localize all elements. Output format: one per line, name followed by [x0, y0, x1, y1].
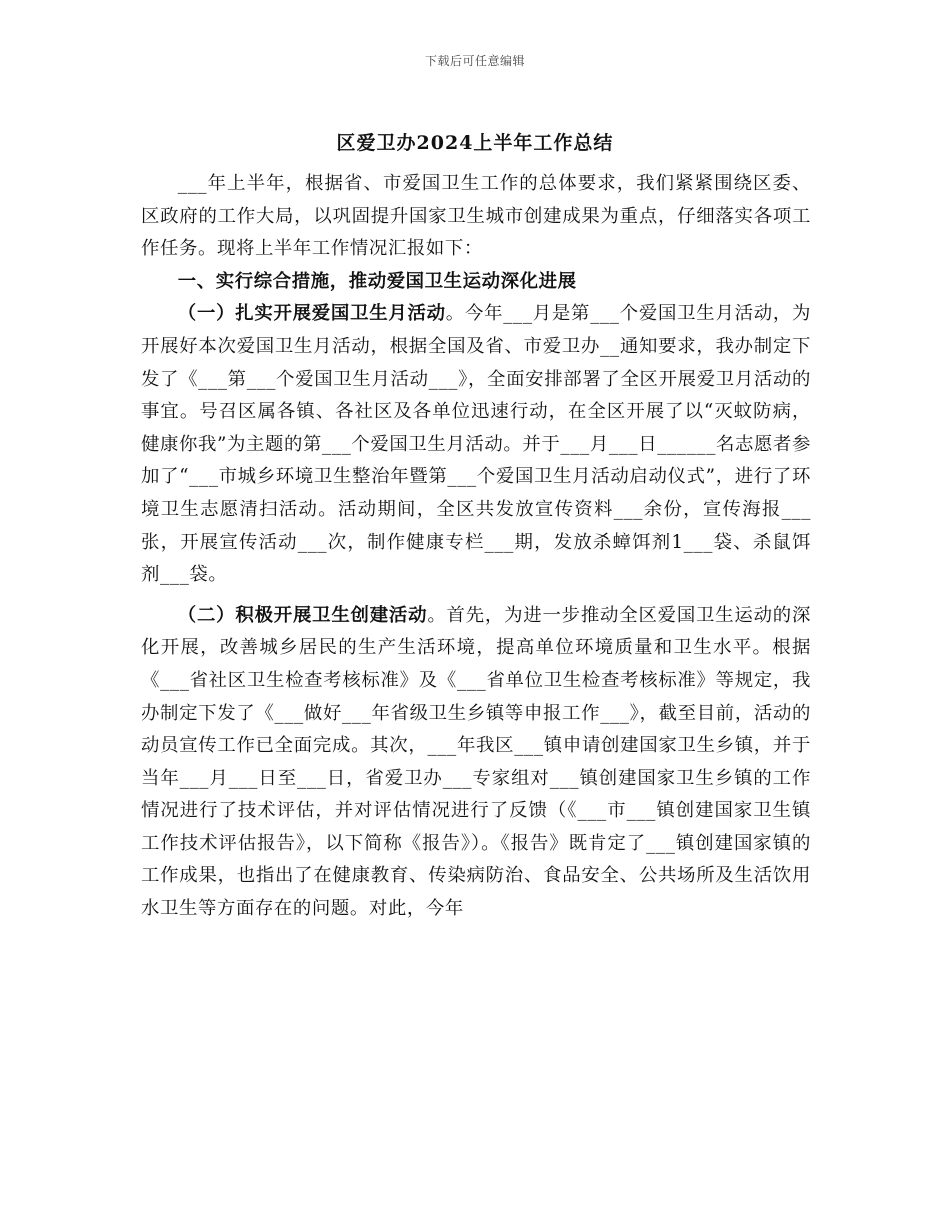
section-heading: 一、实行综合措施，推动爱国卫生运动深化进展 — [177, 270, 577, 292]
page-header-note: 下载后可任意编辑 — [424, 54, 525, 68]
document-title: 区爱卫办2024上半年工作总结 — [336, 132, 614, 154]
item2-text: 。首先，为进一步推动全区爱国卫生运动的深化开展，改善城乡居民的生产生活环境，提高单位环境质量和卫生水平。根据《___省社区卫生检查考核标准》及《___省单位卫生检查考核标准》等规定，我办制定下发了《___做好___年省级卫生乡镇等申报工作___》，截至目前，活动的动员宣传工作已全面完成。其次，___年我区___镇申请创建国家卫生乡镇，并于当年___月___日至___日，省爱卫办___专家组对___镇创建国家卫生乡镇的工作情况进行了技术评估，并对评估情况进行了反馈（《___市___镇创建国家卫生镇工作技术评估报告》，以下简称《报告》）。《报告》既肯定了___镇创建国家镇的工作成果，也指出了在健康教育、传染病防治、食品安全、公共场所及生活饮用水卫生等方面存在的问题。对此，今年 — [141, 604, 811, 920]
item1-paragraph — [141, 298, 811, 591]
item1-title: （一）扎实开展爱国卫生月活动 — [177, 303, 446, 325]
item1-text: 。今年___月是第___个爱国卫生月活动，为开展好本次爱国卫生月活动，根据全国及省、市爱卫办__通知要求，我办制定下发了《___第___个爱国卫生月活动___》，全面安排部署了全区开展爱卫月活动的事宜。号召区属各镇、各社区及各单位迅速行动，在全区开展了以“灭蚊防病，健康你我”为主题的第___个爱国卫生月活动。并于___月___日______名志愿者参加了“___市城乡环境卫生整治年暨第___个爱国卫生月活动启动仪式”，进行了环境卫生志愿清扫活动。活动期间，全区共发放宣传资料___余份，宣传海报___张，开展宣传活动___次，制作健康专栏___期，发放杀蟑饵剂1___袋、杀鼠饵剂___袋。 — [141, 303, 811, 586]
document-body — [141, 168, 811, 926]
intro-paragraph: ___年上半年，根据省、市爱国卫生工作的总体要求，我们紧紧围绕区委、区政府的工作大局，以巩固提升国家卫生城市创建成果为重点，仔细落实各项工作任务。现将上半年工作情况汇报如下： — [141, 173, 811, 260]
item2-paragraph — [141, 600, 811, 926]
item2-title: （二）积极开展卫生创建活动 — [177, 604, 428, 626]
